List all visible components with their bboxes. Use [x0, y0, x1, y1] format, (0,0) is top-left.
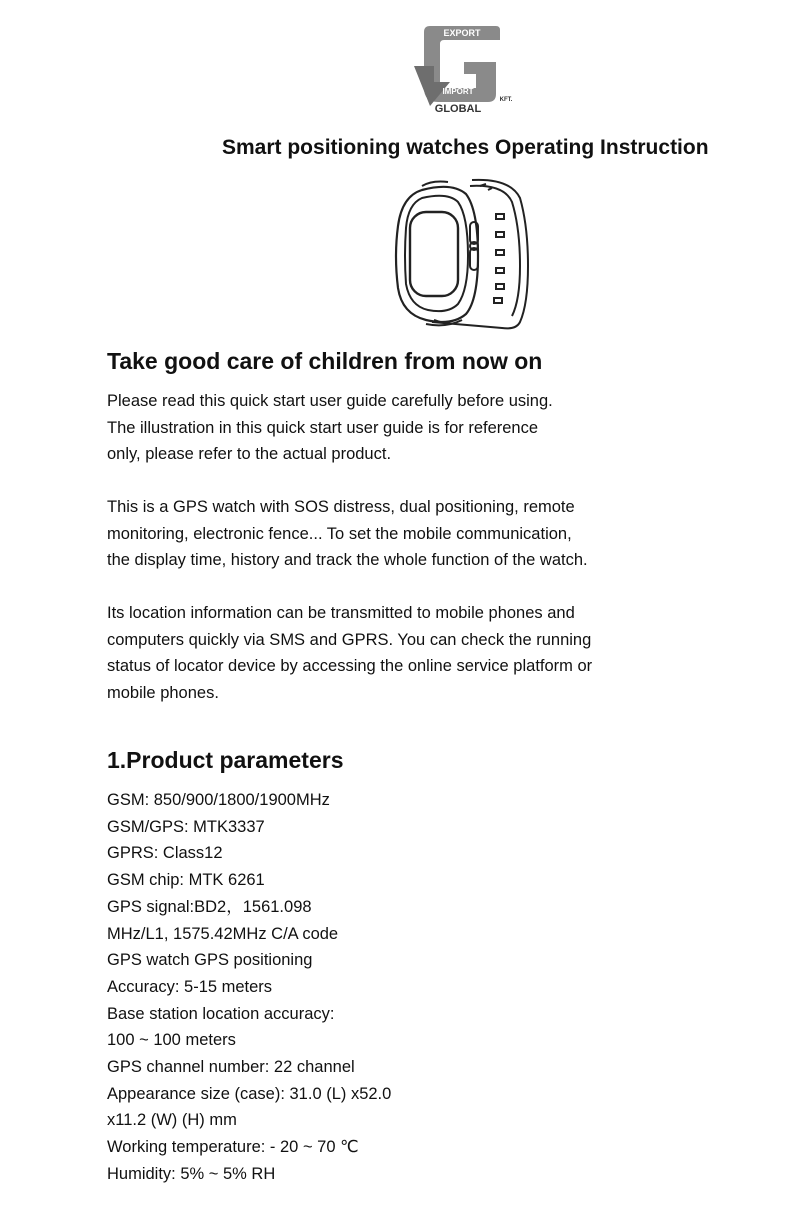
text-line: Its location information can be transmitted to mobile phones and	[107, 604, 575, 622]
parameter-item: Accuracy: 5-15 meters	[107, 977, 273, 996]
parameter-item: GSM: 850/900/1800/1900MHz	[107, 791, 330, 809]
svg-text:GLOBAL: GLOBAL	[434, 103, 482, 114]
svg-text:EXPORT: EXPORT	[443, 28, 481, 38]
parameter-item: GPS channel number: 22 channel	[107, 1058, 355, 1077]
parameter-item: Base station location accuracy:	[107, 1004, 335, 1023]
text-line: status of locator device by accessing the online service platform or	[107, 657, 593, 676]
parameter-item: Working temperature: - 20 ~ 70 ℃	[107, 1138, 359, 1157]
features-paragraph	[107, 494, 607, 574]
parameter-item: Appearance size (case): 31.0 (L) x52.0	[107, 1084, 392, 1103]
smartwatch-illustration-icon	[392, 176, 532, 332]
global-export-import-logo	[410, 22, 516, 114]
intro-paragraph	[107, 388, 607, 468]
text-line: computers quickly via SMS and GPRS. You can check the running	[107, 630, 592, 649]
section-heading-care: Take good care of children from now on	[107, 348, 543, 374]
parameter-item: GSM/GPS: MTK3337	[107, 817, 265, 836]
text-line: the display time, history and track the whole function of the watch.	[107, 551, 588, 570]
document-title: Smart positioning watches Operating Instruction	[222, 136, 709, 159]
parameter-item: GPS signal:BD2，1561.098	[107, 897, 312, 916]
svg-text:KFT.: KFT.	[499, 97, 513, 103]
text-line: Please read this quick start user guide carefully before using.	[107, 392, 553, 410]
parameter-item: Humidity: 5% ~ 5% RH	[107, 1164, 276, 1183]
parameter-list	[107, 787, 391, 1188]
text-line: monitoring, electronic fence... To set the mobile communication,	[107, 524, 572, 543]
text-line: The illustration in this quick start user guide is for reference	[107, 418, 539, 437]
parameter-item: 100 ~ 100 meters	[107, 1031, 236, 1050]
parameter-item: GSM chip: MTK 6261	[107, 871, 265, 890]
parameter-item: x11.2 (W) (H) mm	[107, 1111, 237, 1130]
location-paragraph	[107, 600, 607, 707]
text-line: only, please refer to the actual product.	[107, 445, 392, 464]
parameter-item: MHz/L1, 1575.42MHz C/A code	[107, 924, 339, 943]
section-heading-parameters: 1.Product parameters	[107, 747, 344, 773]
text-line: mobile phones.	[107, 684, 219, 703]
parameter-item: GPS watch GPS positioning	[107, 951, 313, 970]
svg-text:IMPORT: IMPORT	[442, 87, 474, 96]
parameter-item: GPRS: Class12	[107, 844, 223, 863]
text-line: This is a GPS watch with SOS distress, dual positioning, remote	[107, 498, 575, 516]
